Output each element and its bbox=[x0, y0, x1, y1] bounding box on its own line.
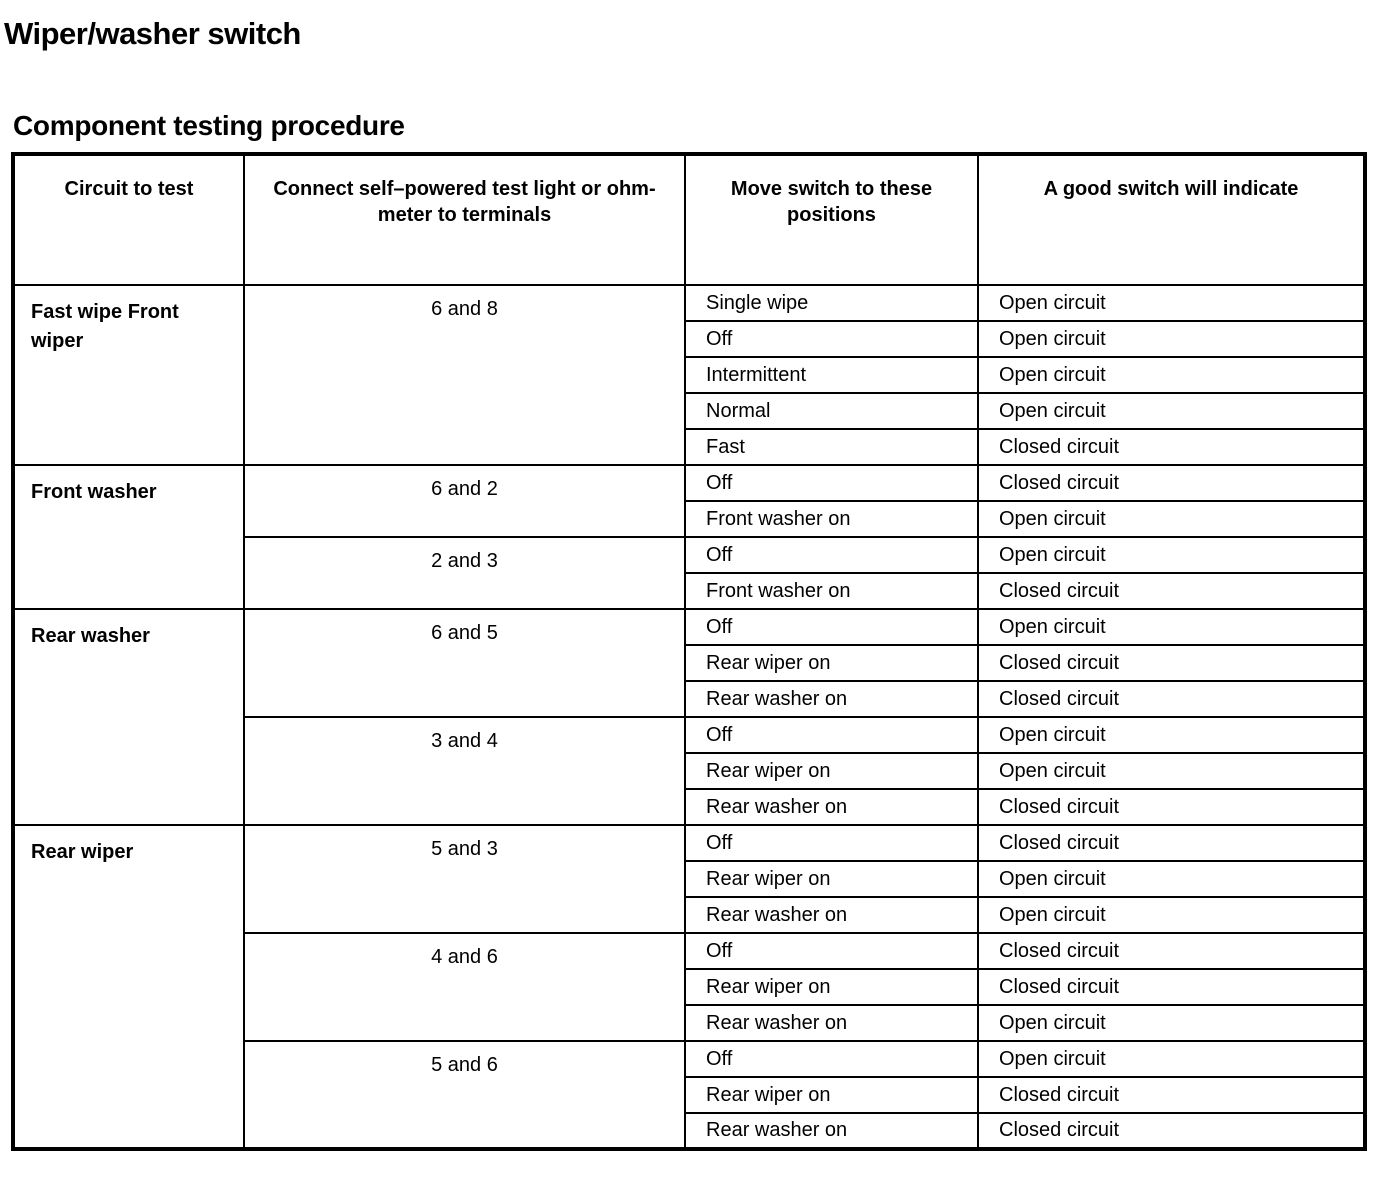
table-row bbox=[13, 465, 1365, 501]
position-cell: Off bbox=[685, 1041, 978, 1077]
terminals-cell: 5 and 6 bbox=[244, 1041, 685, 1149]
section-title: Component testing procedure bbox=[13, 110, 405, 141]
result-cell: Open circuit bbox=[978, 285, 1365, 321]
header-circuit: Circuit to test bbox=[13, 154, 244, 285]
position-cell: Off bbox=[685, 717, 978, 753]
result-cell: Closed circuit bbox=[978, 681, 1365, 717]
result-cell: Open circuit bbox=[978, 1005, 1365, 1041]
position-cell: Rear wiper on bbox=[685, 969, 978, 1005]
terminals-cell: 4 and 6 bbox=[244, 933, 685, 1041]
position-cell: Off bbox=[685, 933, 978, 969]
result-cell: Closed circuit bbox=[978, 933, 1365, 969]
circuit-cell: Rear wiper bbox=[13, 825, 244, 1149]
position-cell: Off bbox=[685, 609, 978, 645]
position-cell: Front washer on bbox=[685, 501, 978, 537]
position-cell: Rear washer on bbox=[685, 897, 978, 933]
result-cell: Open circuit bbox=[978, 717, 1365, 753]
result-cell: Open circuit bbox=[978, 753, 1365, 789]
result-cell: Closed circuit bbox=[978, 429, 1365, 465]
result-cell: Open circuit bbox=[978, 1041, 1365, 1077]
header-result: A good switch will indicate bbox=[978, 154, 1365, 285]
terminals-cell: 6 and 2 bbox=[244, 465, 685, 537]
position-cell: Rear washer on bbox=[685, 1005, 978, 1041]
position-cell: Off bbox=[685, 537, 978, 573]
header-row bbox=[13, 154, 1365, 285]
terminals-cell: 6 and 8 bbox=[244, 285, 685, 465]
result-cell: Closed circuit bbox=[978, 645, 1365, 681]
position-cell: Rear wiper on bbox=[685, 1077, 978, 1113]
result-cell: Open circuit bbox=[978, 897, 1365, 933]
result-cell: Open circuit bbox=[978, 537, 1365, 573]
position-cell: Fast bbox=[685, 429, 978, 465]
header-terminals: Connect self–powered test light or ohm-meter to terminals bbox=[244, 154, 685, 285]
position-cell: Front washer on bbox=[685, 573, 978, 609]
table-body bbox=[13, 285, 1365, 1149]
circuit-cell: Fast wipe Front wiper bbox=[13, 285, 244, 465]
position-cell: Rear washer on bbox=[685, 789, 978, 825]
result-cell: Open circuit bbox=[978, 393, 1365, 429]
result-cell: Open circuit bbox=[978, 609, 1365, 645]
circuit-cell: Front washer bbox=[13, 465, 244, 609]
header-positions: Move switch to these positions bbox=[685, 154, 978, 285]
position-cell: Rear wiper on bbox=[685, 753, 978, 789]
result-cell: Open circuit bbox=[978, 321, 1365, 357]
position-cell: Intermittent bbox=[685, 357, 978, 393]
table-row bbox=[13, 285, 1365, 321]
result-cell: Closed circuit bbox=[978, 465, 1365, 501]
terminals-cell: 5 and 3 bbox=[244, 825, 685, 933]
position-cell: Off bbox=[685, 321, 978, 357]
page-title: Wiper/washer switch bbox=[4, 16, 301, 51]
position-cell: Off bbox=[685, 825, 978, 861]
component-testing-table bbox=[11, 152, 1367, 1151]
terminals-cell: 2 and 3 bbox=[244, 537, 685, 609]
table-row bbox=[13, 825, 1365, 861]
result-cell: Open circuit bbox=[978, 357, 1365, 393]
position-cell: Rear wiper on bbox=[685, 645, 978, 681]
terminals-cell: 3 and 4 bbox=[244, 717, 685, 825]
result-cell: Closed circuit bbox=[978, 969, 1365, 1005]
result-cell: Closed circuit bbox=[978, 825, 1365, 861]
position-cell: Rear washer on bbox=[685, 681, 978, 717]
circuit-cell: Rear washer bbox=[13, 609, 244, 825]
position-cell: Off bbox=[685, 465, 978, 501]
result-cell: Open circuit bbox=[978, 501, 1365, 537]
result-cell: Closed circuit bbox=[978, 1113, 1365, 1149]
terminals-cell: 6 and 5 bbox=[244, 609, 685, 717]
result-cell: Open circuit bbox=[978, 861, 1365, 897]
position-cell: Rear washer on bbox=[685, 1113, 978, 1149]
position-cell: Rear wiper on bbox=[685, 861, 978, 897]
result-cell: Closed circuit bbox=[978, 1077, 1365, 1113]
table-row bbox=[13, 609, 1365, 645]
position-cell: Normal bbox=[685, 393, 978, 429]
result-cell: Closed circuit bbox=[978, 789, 1365, 825]
result-cell: Closed circuit bbox=[978, 573, 1365, 609]
position-cell: Single wipe bbox=[685, 285, 978, 321]
